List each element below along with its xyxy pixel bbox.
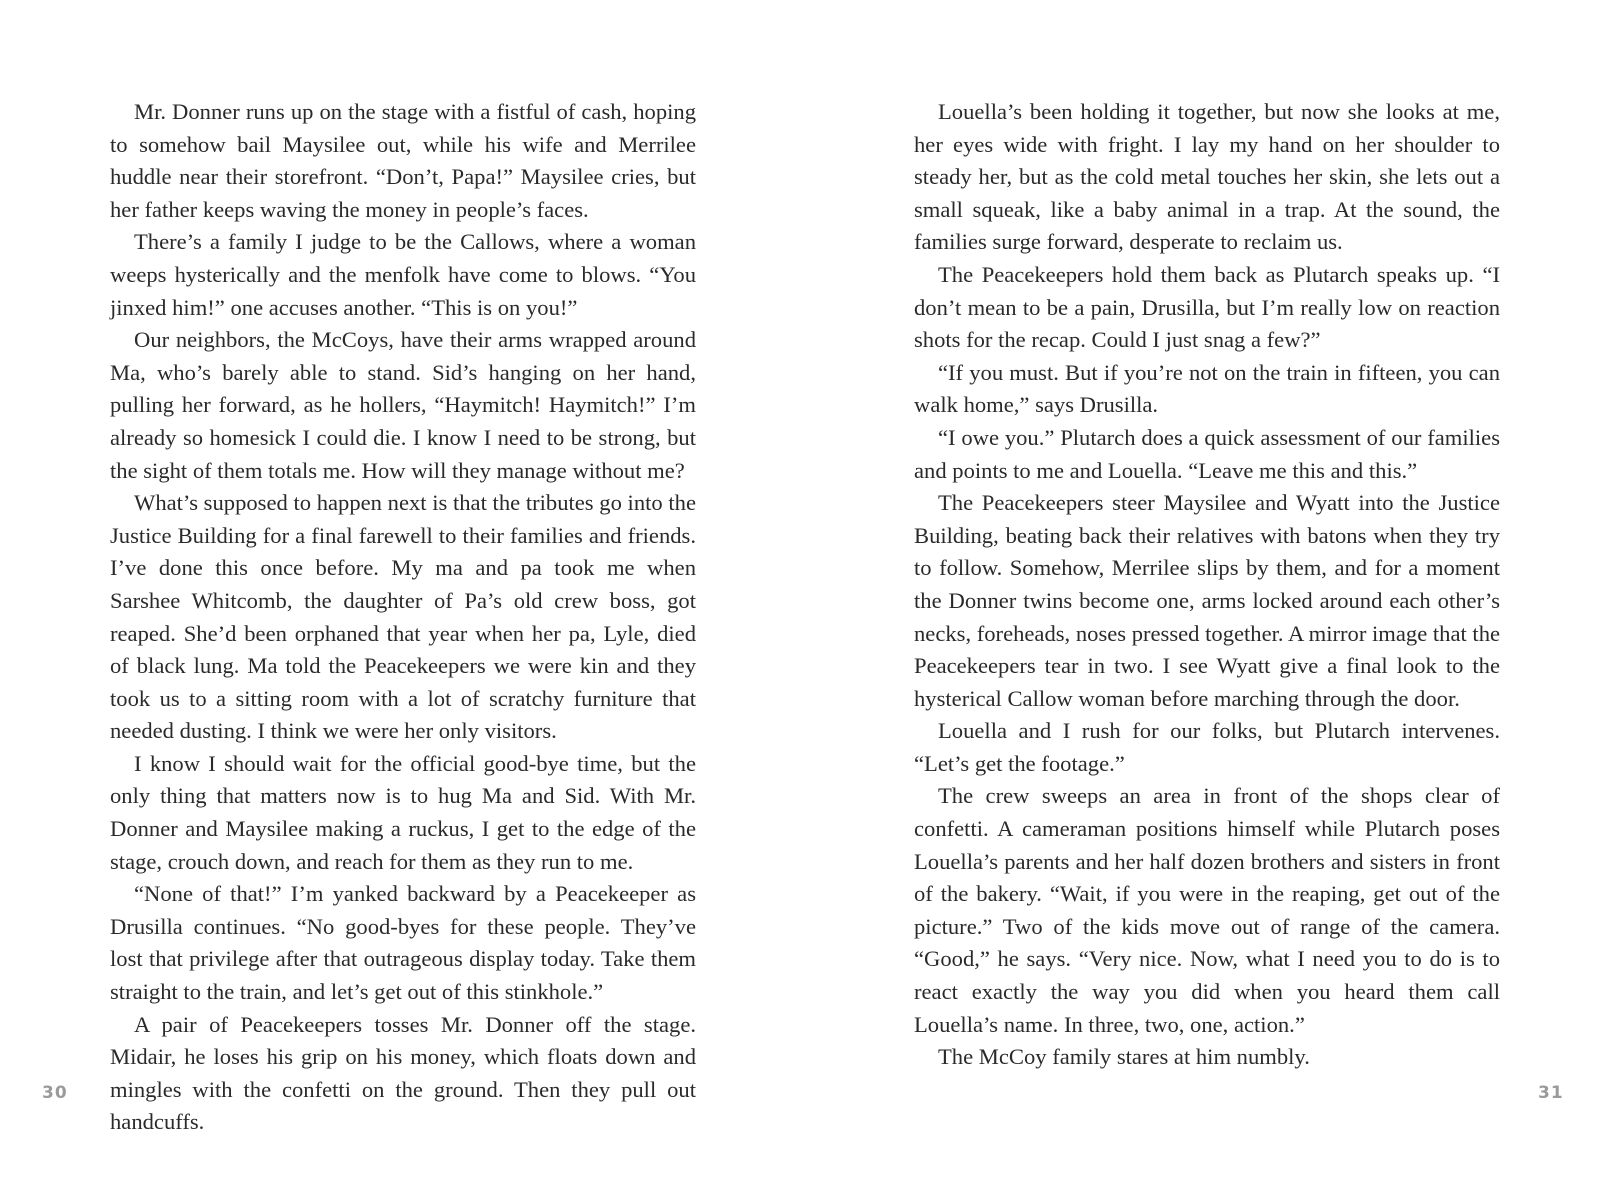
left-page-body-text <box>110 96 696 1139</box>
paragraph: Mr. Donner runs up on the stage with a fistful of cash, hoping to somehow bail Maysilee out, while his wife and Merrilee huddle near their storefront. “Don’t, Papa!” Maysilee cries, but her father keeps waving the money in people’s faces. <box>110 99 696 222</box>
paragraph: Louella and I rush for our folks, but Plutarch intervenes. “Let’s get the footage.” <box>914 718 1500 776</box>
paragraph: The crew sweeps an area in front of the shops clear of confetti. A cameraman positions himself while Plutarch poses Louella’s parents and her half dozen brothers and sisters in front of the bakery. “Wait, if you were in the reaping, get out of the picture.” Two of the kids move out of range of the camera. “Good,” he says. “Very nice. Now, what I need you to do is to react exactly the way you did when you heard them call Louella’s name. In three, two, one, action.” <box>914 783 1500 1037</box>
paragraph: There’s a family I judge to be the Callows, where a woman weeps hysterically and the menfolk have come to blows. “You jinxed him!” one accuses another. “This is on you!” <box>110 229 696 320</box>
paragraph: The McCoy family stares at him numbly. <box>938 1044 1310 1070</box>
paragraph: What’s supposed to happen next is that the tributes go into the Justice Building for a final farewell to their families and friends. I’ve done this once before. My ma and pa took me when Sarshee Whitcomb, the daughter of Pa’s old crew boss, got reaped. She’d been orphaned that year when her pa, Lyle, died of black lung. Ma told the Peacekeepers we were kin and they took us to a sitting room with a lot of scratchy furniture that needed dusting. I think we were her only visitors. <box>110 490 696 744</box>
paragraph: The Peacekeepers steer Maysilee and Wyatt into the Justice Building, beating back their relatives with batons when they try to follow. Somehow, Merrilee slips by them, and for a moment the Donner twins become one, arms locked around each other’s necks, foreheads, noses pressed together. A mirror image that the Peacekeepers tear in two. I see Wyatt give a final look to the hysterical Callow woman before marching through the door. <box>914 490 1501 711</box>
paragraph: “None of that!” I’m yanked backward by a Peacekeeper as Drusilla continues. “No good-byes for these people. They’ve lost that privilege after that outrageous display today. Take them straight to the train, and let’s get out of this stinkhole.” <box>110 881 696 1005</box>
paragraph: Our neighbors, the McCoys, have their arms wrapped around Ma, who’s barely able to stand. Sid’s hanging on her hand, pulling her forward, as he hollers, “Haymitch! Haymitch!” I’m already so homesick I could die. I know I need to be strong, but the sight of them totals me. How will they manage without me? <box>110 327 696 483</box>
page-number-right: 31 <box>1538 1083 1564 1103</box>
paragraph: I know I should wait for the official good-bye time, but the only thing that matters now is to hug Ma and Sid. With Mr. Donner and Maysilee making a ruckus, I get to the edge of the stage, crouch down, and reach for them as they run to me. <box>110 750 696 874</box>
paragraph: The Peacekeepers hold them back as Plutarch speaks up. “I don’t mean to be a pain, Drusilla, but I’m really low on reaction shots for the recap. Could I just snag a few?” <box>914 261 1500 353</box>
paragraph: A pair of Peacekeepers tosses Mr. Donner off the stage. Midair, he loses his grip on his money, which floats down and mingles with the confetti on the ground. Then they pull out handcuffs. <box>110 1011 696 1135</box>
right-page-body-text <box>914 96 1500 1074</box>
paragraph: “I owe you.” Plutarch does a quick assessment of our families and points to me and Louella. “Leave me this and this.” <box>914 424 1500 483</box>
paragraph: “If you must. But if you’re not on the train in fifteen, you can walk home,” says Drusilla. <box>914 359 1500 418</box>
page-number-left: 30 <box>42 1083 68 1103</box>
right-page <box>800 0 1600 1200</box>
paragraph: Louella’s been holding it together, but now she looks at me, her eyes wide with fright. I lay my hand on her shoulder to steady her, but as the cold metal touches her skin, she lets out a small squeak, like a baby animal in a trap. At the sound, the families surge forward, desperate to reclaim us. <box>914 99 1500 255</box>
